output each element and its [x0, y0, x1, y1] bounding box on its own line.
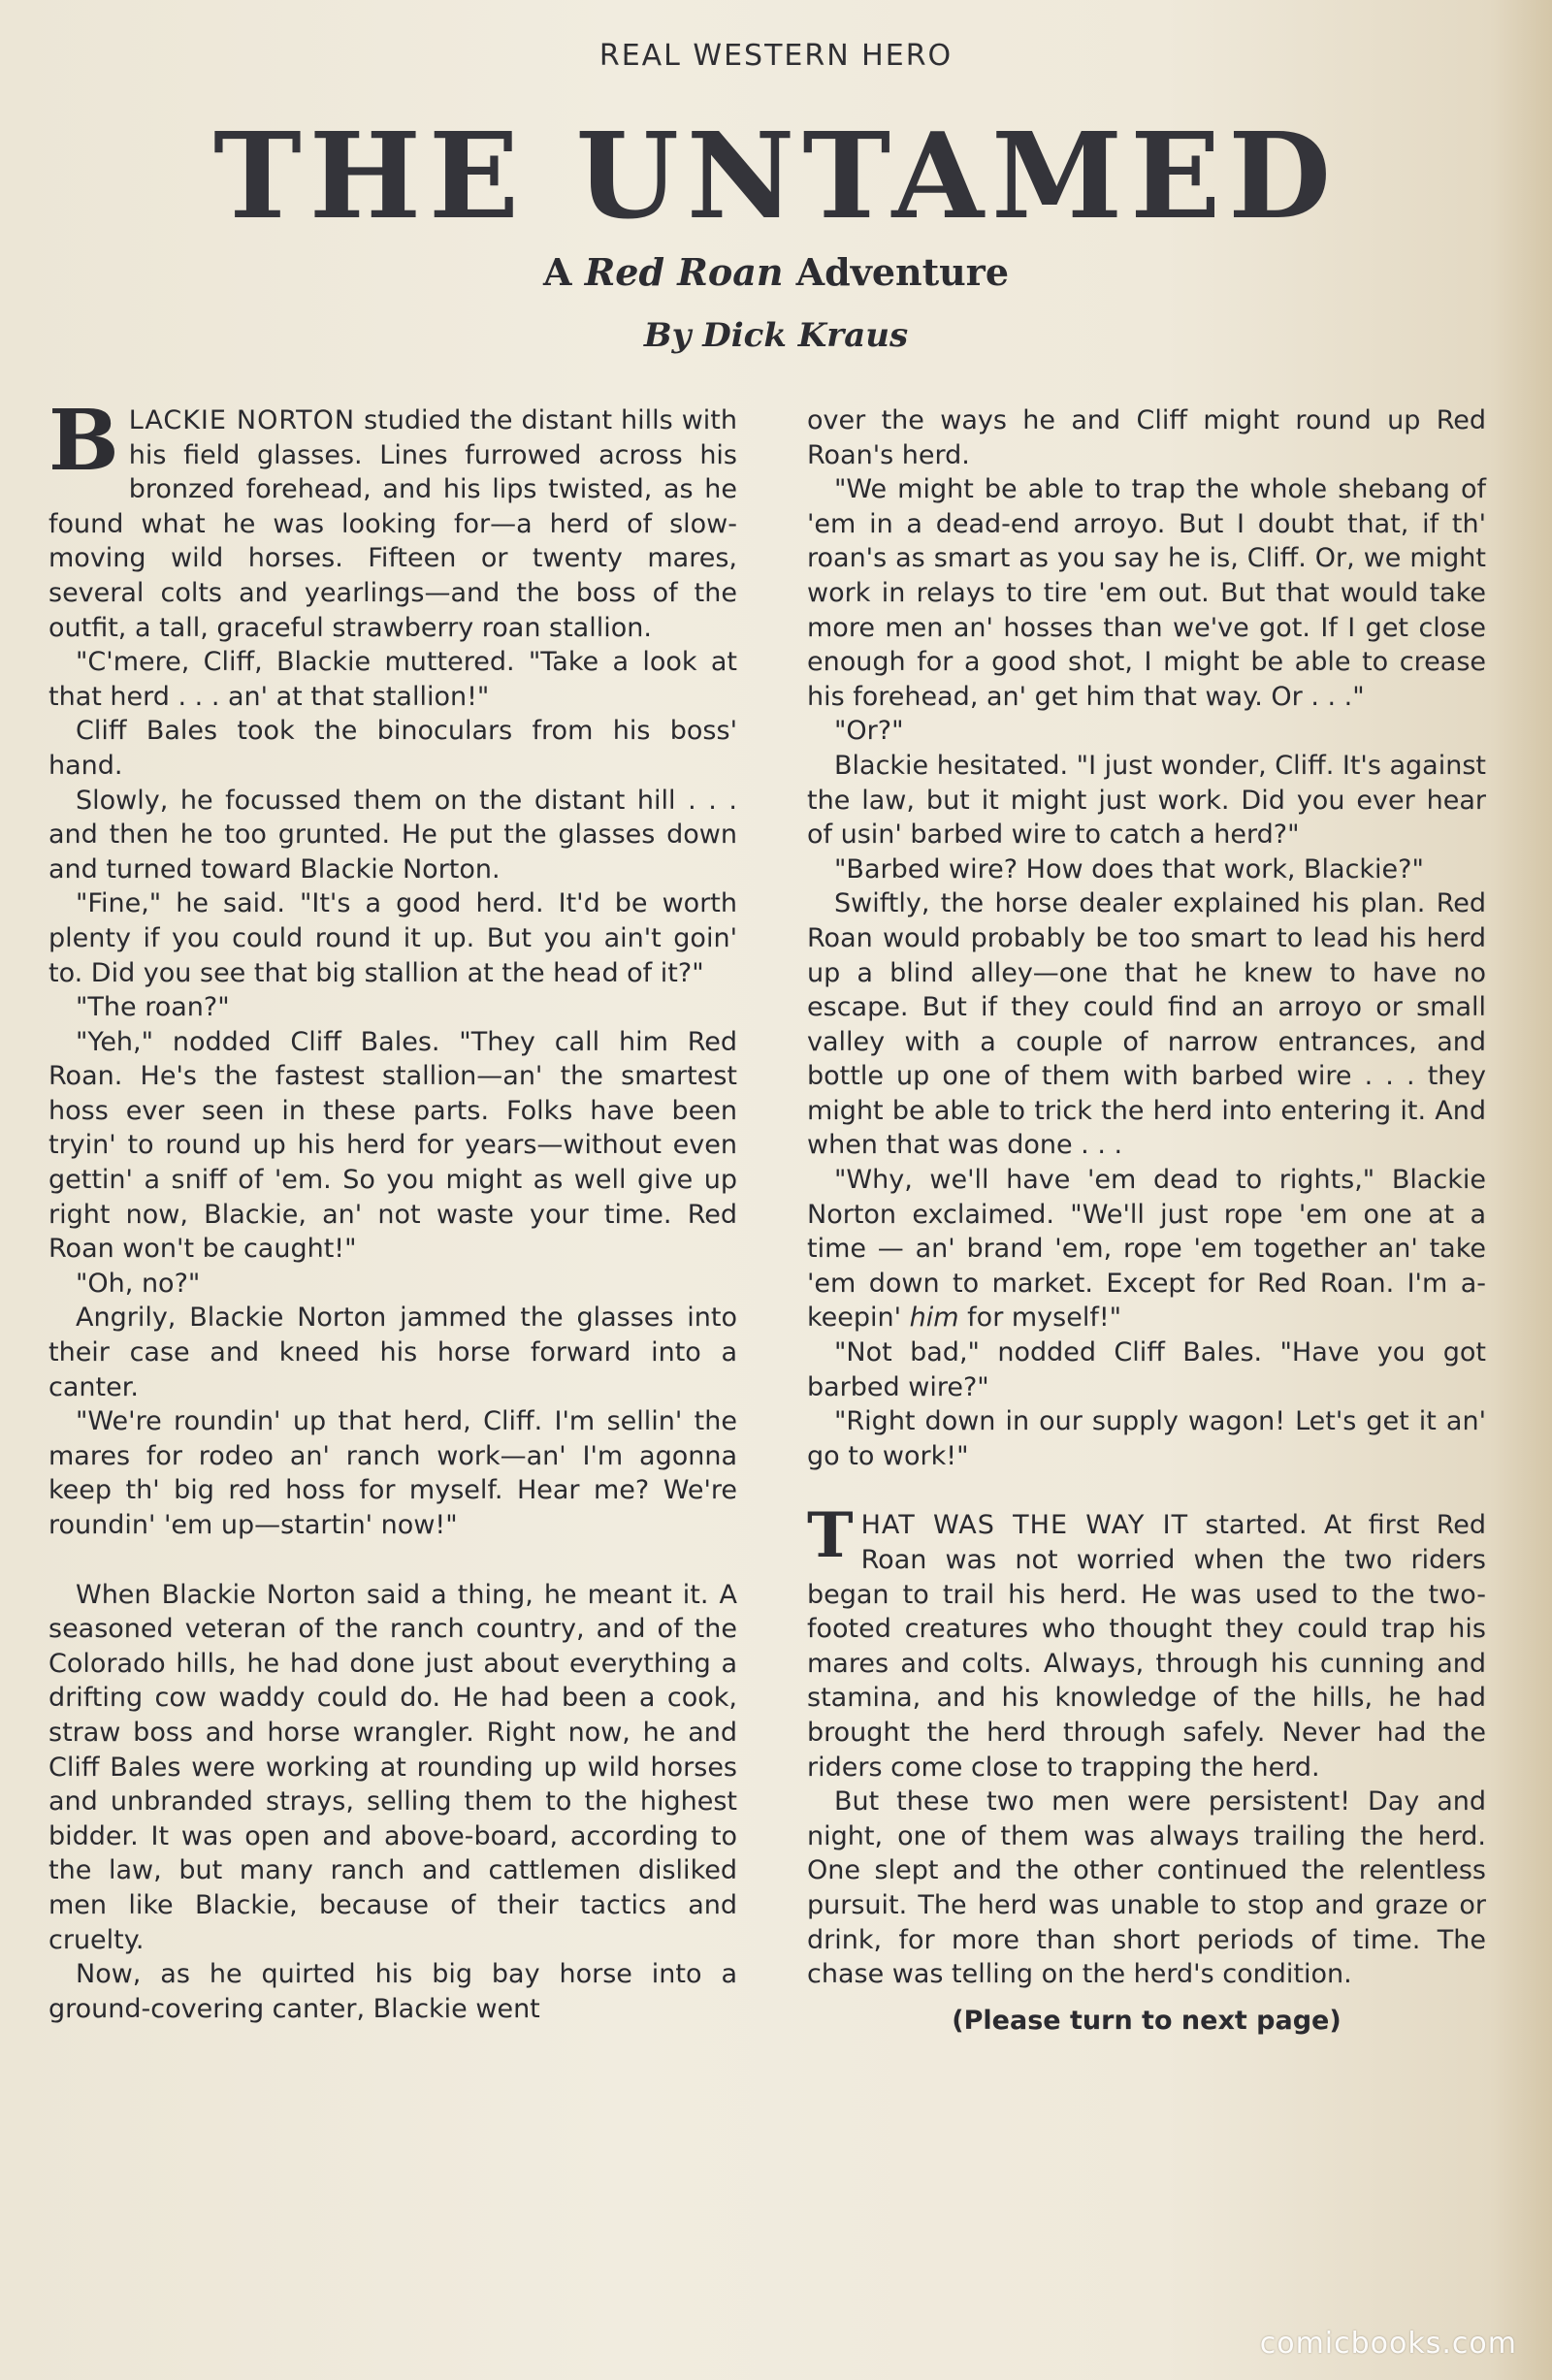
continued-note: (Please turn to next page)	[952, 2005, 1342, 2036]
paragraph: Angrily, Blackie Norton jammed the glasses into their case and kneed his horse forward into a canter.	[48, 1303, 737, 1402]
paragraph: "Fine," he said. "It's a good herd. It'd be worth plenty if you could round it up. But you ain't goin' to. Did you see that big stallion at the head of it?"	[48, 888, 737, 988]
paragraph: Slowly, he focussed them on the distant hill . . . and then he too grunted. He put the glasses down and turned toward Blackie Norton.	[48, 785, 737, 884]
left-column	[48, 392, 737, 2026]
paragraph: Now, as he quirted his big bay horse into a ground-covering canter, Blackie went	[48, 1959, 737, 2024]
paragraph: over the ways he and Cliff might round up Red Roan's herd.	[807, 405, 1486, 470]
paragraph: THAT WAS THE WAY IT started. At first Red Roan was not worried when the two riders began to trail his herd. He was used to the two-footed creatures who thought they could trap his mares and colts. Always, through his cunning and stamina, and his knowledge of the hills, he had brought the herd through safely. Never had the riders come close to trapping the herd.	[807, 1499, 1486, 1783]
running-head: REAL WESTERN HERO	[598, 39, 954, 73]
paragraph: "Right down in our supply wagon! Let's get it an' go to work!"	[807, 1406, 1486, 1471]
paragraph: "The roan?"	[76, 992, 230, 1023]
paragraph: Cliff Bales took the binoculars from his boss' hand.	[48, 716, 737, 781]
paragraph: "Oh, no?"	[76, 1268, 201, 1299]
drop-cap: T	[807, 1499, 854, 1573]
paragraph: "Not bad," nodded Cliff Bales. "Have you got barbed wire?"	[807, 1337, 1486, 1402]
byline: By Dick Kraus	[643, 316, 909, 355]
right-column	[807, 403, 1486, 2038]
paragraph: "Barbed wire? How does that work, Blackie?"	[834, 853, 1424, 884]
watermark: comicbooks.com	[1259, 2327, 1517, 2361]
paragraph: "Or?"	[834, 716, 904, 747]
paragraph: Blackie hesitated. "I just wonder, Cliff. It's against the law, but it might just work. Did you ever hear of usin' barbed wire to catch a herd?"	[807, 750, 1486, 851]
paragraph: "C'mere, Cliff, Blackie muttered. "Take a look at that herd . . . an' at that stallion!"	[48, 647, 737, 712]
drop-cap: B	[48, 392, 119, 490]
paragraph: When Blackie Norton said a thing, he meant it. A seasoned veteran of the ranch country, and of the Colorado hills, he had done just about everything a drifting cow waddy could do. He had been a cook, straw boss and horse wrangler. Right now, he and Cliff Bales were working at rounding up wild horses and unbranded strays, selling them to the highest bidder. It was open and above-board, according to the law, but many ranch and cattlemen disliked men like Blackie, because of their tactics and cruelty.	[48, 1579, 737, 1955]
paragraph: "We might be able to trap the whole shebang of 'em in a dead-end arroyo. But I doubt that, if th' roan's as smart as you say he is, Cliff. Or, we might work in relays to tire 'em out. But that would take more men an' hosses than we've got. If I get close enough for a good shot, I might be able to crease his forehead, an' get him that way. Or . . ."	[807, 474, 1486, 712]
paragraph: But these two men were persistent! Day and night, one of them was always trailing the herd. One slept and the other continued the relentless pursuit. The herd was unable to stop and graze or drink, for more than short periods of time. The chase was telling on the herd's condition.	[807, 1786, 1486, 1990]
subtitle-italic: Red Roan	[584, 250, 784, 294]
paragraph: "Yeh," nodded Cliff Bales. "They call him Red Roan. He's the fastest stallion—an' the smartest hoss ever seen in these parts. Folks have been tryin' to round up his herd for years—without even gettin' a sniff of 'em. So you might as well give up right now, Blackie, an' not waste your time. Red Roan won't be caught!"	[48, 1026, 737, 1265]
story-subtitle: A Red Roan Adventure	[543, 250, 1009, 294]
paragraph: Swiftly, the horse dealer explained his plan. Red Roan would probably be too smart to lead his herd up a blind alley—one that he knew to have no escape. But if they could find an arroyo or small valley with a couple of narrow entrances, and bottle up one of them with barbed wire . . . they might be able to trick the herd into entering it. And when that was done . . .	[807, 888, 1486, 1161]
paragraph: BLACKIE NORTON studied the distant hills with his field glasses. Lines furrowed across his bronzed forehead, and his lips twisted, as he found what he was looking for—a herd of slow-moving wild horses. Fifteen or twenty mares, several colts and yearlings—and the boss of the outfit, a tall, graceful strawberry roan stallion.	[48, 392, 737, 643]
story-title: THE UNTAMED	[212, 106, 1340, 245]
paragraph: "We're roundin' up that herd, Cliff. I'm sellin' the mares for rodeo an' ranch work—an' I'm agonna keep th' big red hoss for myself. Hear me? We're roundin' 'em up—startin' now!"	[48, 1406, 737, 1540]
paragraph: "Why, we'll have 'em dead to rights," Blackie Norton exclaimed. "We'll just rope 'em one at a time — an' brand 'em, rope 'em together an' take 'em down to market. Except for Red Roan. I'm a-keepin' him for myself!"	[807, 1165, 1486, 1334]
